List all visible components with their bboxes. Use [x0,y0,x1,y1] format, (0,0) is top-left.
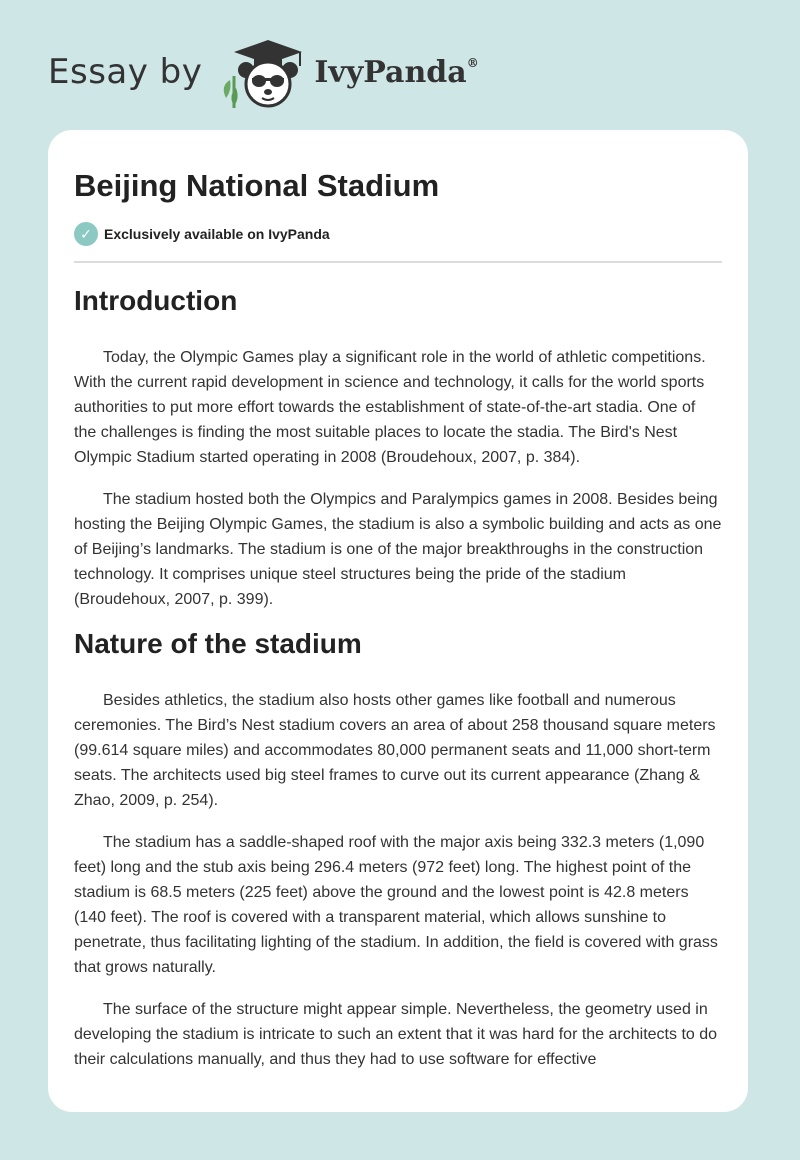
brand-name: IvyPanda® [314,54,479,90]
section-heading-introduction: Introduction [74,285,238,316]
article-card [48,130,748,1112]
paragraph: The stadium has a saddle-shaped roof with the major axis being 332.3 meters (1,090 feet) long and the stub axis being 296.4 meters (972 feet) long. The highest point of the stadium is 68.5 meters (225 feet) above the ground and the lowest point is 42.8 meters (140 feet). The roof is covered with a transparent material, which allows sunshine to penetrate, thus facilitating lighting of the stadium. In addition, the field is covered with grass that grows naturally. [74,834,718,976]
divider [74,261,722,263]
brand-prefix: Essay by [48,52,203,92]
badge-label: Exclusively available on IvyPanda [104,226,330,242]
brand-header [48,36,479,108]
exclusive-badge [74,222,722,246]
section-heading-nature: Nature of the stadium [74,628,362,659]
paragraph: Today, the Olympic Games play a significant role in the world of athletic competitions. With the current rapid development in science and technology, it calls for the world sports authorities to put more effort towards the establishment of state-of-the-art stadia. One of the challenges is finding the most suitable places to locate the stadia. The Bird's Nest Olympic Stadium started operating in 2008 (Broudehoux, 2007, p. 384). [74,349,706,466]
panda-logo-icon [216,36,308,108]
page-title: Beijing National Stadium [74,168,440,203]
paragraph: The surface of the structure might appear simple. Nevertheless, the geometry used in developing the stadium is intricate to such an extent that it was hard for the architects to do their calculations manually, and thus they had to use software for effective [74,1001,718,1068]
paragraph: The stadium hosted both the Olympics and Paralympics games in 2008. Besides being hosting the Beijing Olympic Games, the stadium is also a symbolic building and acts as one of Beijing’s landmarks. The stadium is one of the major breakthroughs in the construction technology. It comprises unique steel structures being the pride of the stadium (Broudehoux, 2007, p. 399). [74,491,722,608]
check-circle-icon: ✓ [74,222,98,246]
paragraph: Besides athletics, the stadium also hosts other games like football and numerous ceremonies. The Bird’s Nest stadium covers an area of about 258 thousand square meters (99.614 square miles) and accommodates 80,000 permanent seats and 11,000 short-term seats. The architects used big steel frames to curve out its current appearance (Zhang & Zhao, 2009, p. 254). [74,692,716,809]
